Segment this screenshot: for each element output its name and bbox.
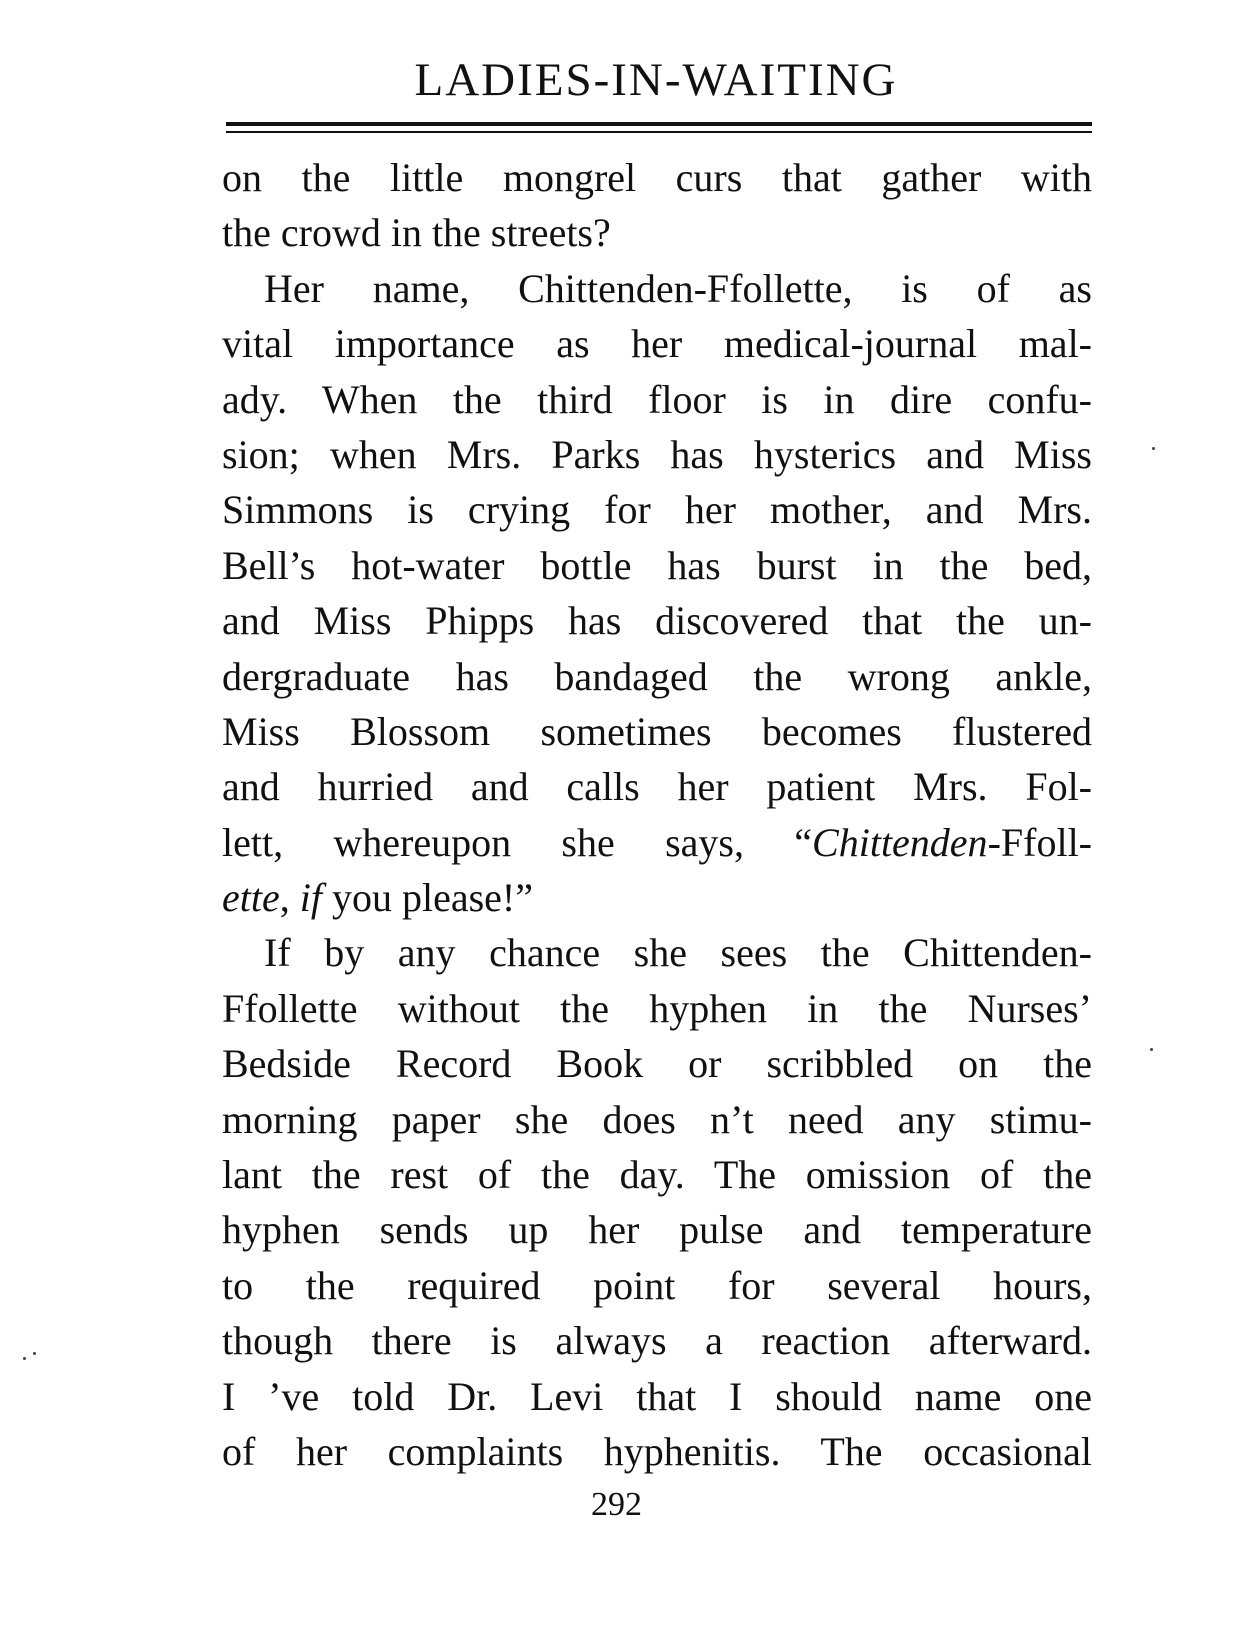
text-line: to the required point for several hours, [222,1262,1092,1308]
text-line: Her name, Chittenden-Ffollette, is of as [264,265,1092,311]
italic-name: ette [222,875,280,921]
header-rule-thick [226,122,1092,126]
text-line: ady. When the third floor is in dire confu- [222,376,1092,422]
text-line: though there is always a reaction afterward. [222,1318,1092,1364]
text-line: Miss Blossom sometimes becomes flustered [222,708,1092,754]
text-line: on the little mongrel curs that gather with [222,155,1092,200]
text-line: lant the rest of the day. The omission of the [222,1152,1092,1198]
body-text [222,150,1092,1479]
text-line: If by any chance she sees the Chittenden- [264,930,1092,976]
text-segment: -Ffoll- [987,819,1092,865]
text-line: Bell’s hot-water bottle has burst in the bed, [222,542,1092,588]
text-line: I ’ve told Dr. Levi that I should name one [222,1373,1092,1419]
text-line: dergraduate has bandaged the wrong ankle, [222,653,1092,699]
header-rule-thin [226,131,1092,133]
scan-speck [1152,447,1155,450]
text-line: vital importance as her medical-journal mal- [222,321,1092,367]
text-line [222,870,1092,925]
running-head: LADIES-IN-WAITING [414,54,898,106]
text-line: Simmons is crying for her mother, and Mrs. [222,487,1092,533]
text-line: Ffollette without the hyphen in the Nurses’ [222,985,1092,1031]
scan-speck [1150,1048,1153,1051]
text-line: and Miss Phipps has discovered that the un- [222,598,1092,644]
text-line: Bedside Record Book or scribbled on the [222,1041,1092,1087]
scan-speck [33,1352,36,1355]
text-line: of her complaints hyphenitis. The occasional [222,1428,1092,1474]
text-segment: you please!” [321,875,533,921]
italic-word: if [299,875,322,921]
text-line: morning paper she does n’t need any stimu- [222,1096,1092,1142]
text-segment: lett, whereupon she says, “ [222,819,813,865]
text-line: sion; when Mrs. Parks has hysterics and Miss [222,431,1092,477]
page-number: 292 [591,1486,642,1523]
text-line: and hurried and calls her patient Mrs. Fol- [222,764,1092,810]
italic-name: Chittenden [812,819,988,865]
text-segment: , [279,875,300,921]
scan-speck [23,1357,26,1360]
text-line [222,815,1092,870]
text-line: the crowd in the streets? [222,210,611,256]
text-line: hyphen sends up her pulse and temperature [222,1207,1092,1253]
